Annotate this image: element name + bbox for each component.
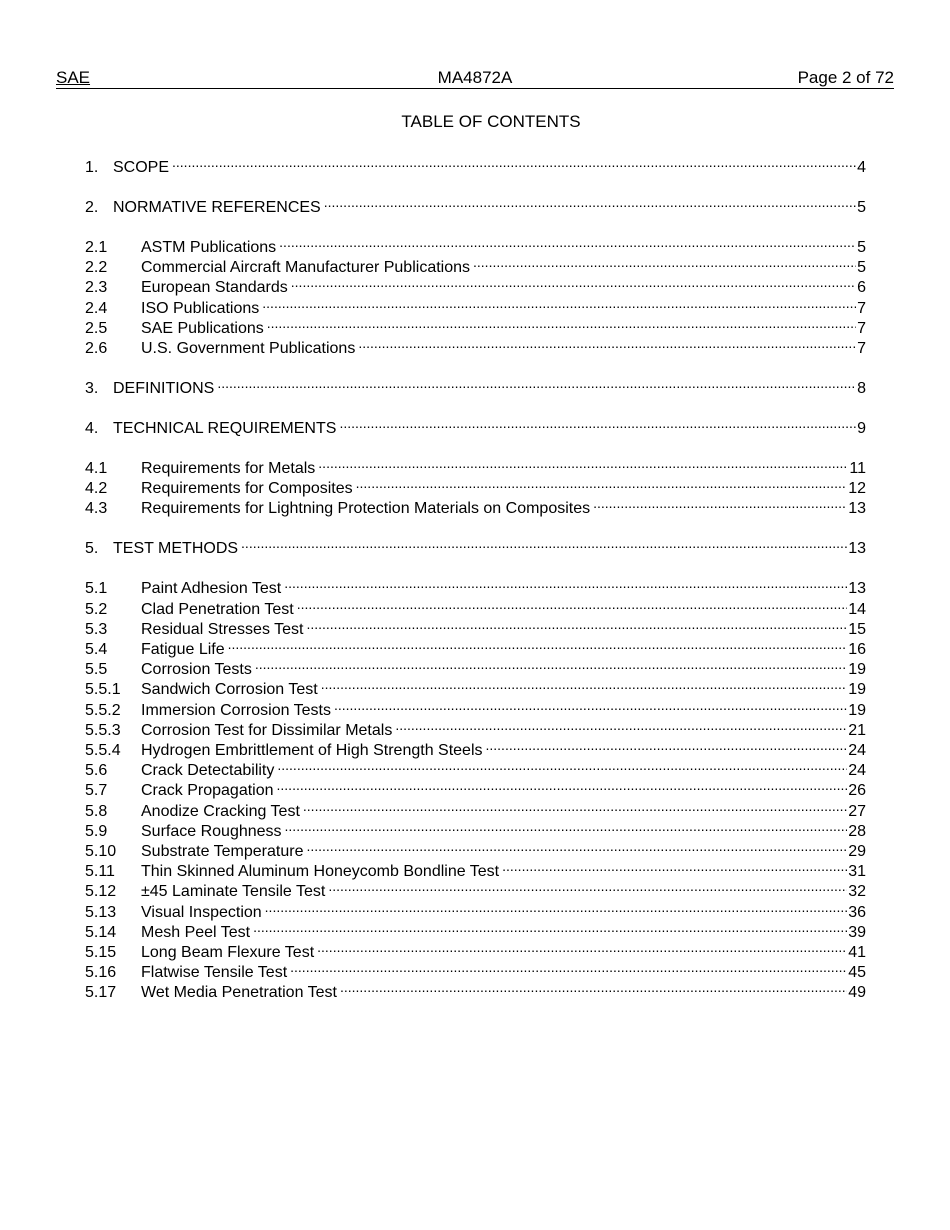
toc-entry-title: Corrosion Test for Dissimilar Metals	[141, 721, 393, 739]
toc-entry-title: SAE Publications	[141, 319, 264, 337]
toc-entry-page: 9	[857, 420, 866, 437]
toc-entry-number: 5.14	[85, 923, 117, 941]
toc-entry[interactable]	[85, 937, 866, 961]
dot-leader	[306, 836, 847, 856]
toc-entry-number: 1.	[85, 159, 99, 176]
dot-leader	[277, 755, 847, 775]
dot-leader	[290, 957, 847, 977]
dot-leader	[297, 594, 848, 614]
toc-entry-page: 7	[857, 340, 866, 357]
dot-leader	[279, 232, 856, 252]
toc-entry-page: 19	[848, 661, 866, 679]
toc-entry[interactable]	[85, 232, 866, 256]
toc-entry-title: Thin Skinned Aluminum Honeycomb Bondline Test	[141, 863, 500, 881]
toc-entry-number: 5.1	[85, 580, 108, 598]
header-doc-id: MA4872A	[437, 68, 513, 87]
toc-entry-page: 24	[848, 742, 866, 759]
toc-entry-page: 6	[857, 279, 866, 297]
toc-entry-title: European Standards	[141, 279, 288, 297]
toc-entry-page: 5	[857, 259, 866, 277]
toc-entry-title: Corrosion Tests	[141, 661, 252, 679]
toc-entry-number: 5.11	[85, 863, 115, 881]
page-header	[56, 68, 894, 89]
toc-entry-number: 5.16	[85, 964, 117, 982]
toc-entry[interactable]	[85, 755, 866, 780]
dot-leader	[241, 533, 847, 553]
toc-entry-number: 5.	[85, 540, 99, 558]
toc-entry-title: ASTM Publications	[141, 239, 277, 256]
toc-entry-title: Requirements for Composites	[141, 480, 353, 498]
toc-entry-page: 7	[857, 319, 866, 337]
dot-leader	[285, 816, 848, 836]
header-org: SAE	[56, 68, 91, 87]
toc-entry-page: 5	[857, 199, 866, 216]
toc-entry-page: 11	[849, 460, 866, 477]
dot-leader	[253, 917, 847, 937]
toc-entry-number: 5.5.3	[85, 721, 121, 739]
toc-entry[interactable]	[85, 473, 866, 498]
dot-leader	[262, 293, 856, 313]
dot-leader	[277, 775, 848, 795]
toc-entry[interactable]	[85, 735, 866, 759]
toc-entry-number: 3.	[85, 380, 99, 397]
toc-title: TABLE OF CONTENTS	[401, 112, 581, 131]
toc-entry-title: Wet Media Penetration Test	[141, 984, 337, 1002]
toc-entry-page: 31	[848, 863, 866, 881]
toc-entry-title: Crack Propagation	[141, 782, 274, 800]
toc-entry[interactable]	[85, 674, 866, 699]
header-page-number: Page 2 of 72	[797, 68, 894, 87]
toc-entry-page: 26	[848, 782, 866, 800]
dot-leader	[267, 313, 856, 333]
toc-entry-page: 24	[848, 762, 866, 780]
toc-entry[interactable]	[85, 957, 866, 982]
toc-entry-title: TECHNICAL REQUIREMENTS	[113, 420, 337, 437]
toc-entry-title: Clad Penetration Test	[141, 600, 294, 618]
toc-entry[interactable]	[85, 373, 866, 397]
toc-entry[interactable]	[85, 917, 866, 941]
dot-leader	[358, 333, 856, 353]
dot-leader	[317, 937, 847, 957]
toc-entry-number: 2.3	[85, 279, 108, 297]
toc-entry-title: Sandwich Corrosion Test	[141, 681, 318, 699]
toc-entry-number: 5.15	[85, 944, 117, 961]
toc-entry[interactable]	[85, 816, 866, 840]
toc-entry-title: TEST METHODS	[113, 540, 239, 558]
toc-entry[interactable]	[85, 856, 866, 881]
dot-leader	[502, 856, 847, 876]
dot-leader	[486, 735, 848, 755]
toc-entry-number: 2.5	[85, 319, 108, 337]
toc-entry-number: 4.3	[85, 500, 108, 518]
toc-entry[interactable]	[85, 775, 866, 800]
dot-leader	[356, 473, 848, 493]
toc-entry[interactable]	[85, 192, 866, 216]
toc-entry-page: 39	[848, 923, 866, 941]
dot-leader	[303, 796, 847, 816]
toc-entry-page: 29	[848, 843, 866, 860]
dot-leader	[334, 695, 847, 715]
toc-entry-page: 8	[857, 380, 866, 397]
dot-leader	[339, 413, 856, 433]
toc-entry-number: 5.13	[85, 903, 117, 921]
dot-leader	[593, 493, 847, 513]
dot-leader	[217, 373, 856, 393]
toc-entry-title: Surface Roughness	[141, 822, 282, 840]
toc-entry[interactable]	[85, 453, 866, 477]
toc-entry-title: Paint Adhesion Test	[141, 580, 282, 598]
toc-entry-number: 4.1	[85, 460, 108, 477]
toc-entry[interactable]	[85, 634, 866, 658]
dot-leader	[265, 897, 848, 917]
toc-entry-number: 5.17	[85, 984, 117, 1002]
toc-entry-title: Substrate Temperature	[141, 843, 304, 860]
toc-entry-page: 45	[848, 964, 866, 982]
toc-entry[interactable]	[85, 272, 866, 297]
toc-entry[interactable]	[85, 876, 866, 901]
toc-entry-number: 5.5.1	[85, 681, 121, 699]
toc-entry-page: 36	[848, 903, 866, 921]
dot-leader	[395, 715, 847, 735]
toc-entry-number: 5.2	[85, 600, 108, 618]
toc-entry-number: 2.2	[85, 259, 108, 277]
dot-leader	[306, 614, 847, 634]
dot-leader	[324, 192, 856, 212]
toc-entry-number: 5.10	[85, 843, 117, 860]
toc-entry-page: 13	[848, 580, 866, 598]
toc-entry-page: 4	[857, 159, 866, 176]
toc-entry[interactable]	[85, 293, 866, 317]
toc-entry-title: Requirements for Metals	[141, 460, 316, 477]
toc-entry[interactable]	[85, 654, 866, 679]
toc-entry-page: 5	[857, 239, 866, 256]
dot-leader	[172, 152, 856, 172]
toc-entry-page: 27	[848, 802, 866, 820]
toc-entry-number: 2.1	[85, 239, 108, 256]
dot-leader	[328, 876, 847, 896]
toc-entry[interactable]	[85, 313, 866, 337]
toc-entry-page: 13	[848, 540, 866, 558]
toc-entry-page: 21	[848, 721, 866, 739]
toc-entry-number: 5.5	[85, 661, 108, 679]
toc-entry-number: 2.4	[85, 299, 108, 317]
toc-entry[interactable]	[85, 333, 866, 357]
dot-leader	[291, 272, 856, 292]
toc-entry-number: 5.6	[85, 762, 108, 780]
toc-entry-page: 16	[848, 641, 866, 658]
toc-entry-title: Crack Detectability	[141, 762, 275, 780]
toc-entry-page: 19	[848, 681, 866, 699]
toc-entry-title: Visual Inspection	[141, 903, 262, 921]
toc-entry-page: 32	[848, 883, 866, 901]
dot-leader	[228, 634, 848, 654]
toc-entry-number: 2.6	[85, 340, 108, 357]
toc-entry-title: ±45 Laminate Tensile Test	[141, 883, 326, 901]
toc-entry-title: SCOPE	[113, 159, 170, 176]
toc-entry-page: 13	[848, 500, 866, 518]
dot-leader	[255, 654, 847, 674]
toc-entry-number: 5.8	[85, 802, 108, 820]
toc-entry-page: 19	[848, 701, 866, 719]
toc-entry-title: Residual Stresses Test	[141, 620, 304, 638]
toc-entry[interactable]	[85, 533, 866, 558]
toc-entry[interactable]	[85, 715, 866, 739]
toc-entry-page: 41	[848, 944, 866, 961]
toc-entry[interactable]	[85, 695, 866, 719]
toc-entry[interactable]	[85, 897, 866, 921]
toc-entry[interactable]	[85, 977, 866, 1002]
toc-entry[interactable]	[85, 413, 866, 437]
toc-entry-title: Fatigue Life	[141, 641, 225, 658]
dot-leader	[321, 674, 848, 694]
toc-entry-title: Requirements for Lightning Protection Materials on Composites	[141, 500, 591, 518]
toc-entry-title: NORMATIVE REFERENCES	[113, 199, 321, 216]
toc-entry-title: Flatwise Tensile Test	[141, 964, 288, 982]
toc-entry[interactable]	[85, 796, 866, 820]
toc-entry-title: Immersion Corrosion Tests	[141, 701, 331, 719]
toc-entry-number: 5.3	[85, 620, 108, 638]
dot-leader	[473, 252, 856, 272]
toc-entry[interactable]	[85, 493, 866, 518]
toc-entry[interactable]	[85, 614, 866, 638]
toc-entry-number: 5.9	[85, 822, 108, 840]
toc-entry-page: 14	[848, 600, 866, 618]
toc-entry-page: 49	[848, 984, 866, 1002]
dot-leader	[284, 573, 847, 593]
toc-entry-number: 5.12	[85, 883, 117, 901]
toc-entry-number: 5.5.4	[85, 742, 121, 759]
dot-leader	[318, 453, 848, 473]
toc-entry[interactable]	[85, 152, 866, 176]
toc-entry-number: 4.2	[85, 480, 108, 498]
toc-entry-title: ISO Publications	[141, 299, 260, 317]
toc-entry-number: 2.	[85, 199, 99, 216]
toc-entry-page: 12	[848, 480, 866, 498]
toc-entry-number: 5.7	[85, 782, 108, 800]
toc-entry-title: DEFINITIONS	[113, 380, 215, 397]
toc-entry[interactable]	[85, 594, 866, 618]
toc-entry-page: 15	[848, 620, 866, 638]
toc-entry-title: U.S. Government Publications	[141, 340, 356, 357]
toc-entry-page: 28	[848, 822, 866, 840]
toc-entry[interactable]	[85, 836, 866, 860]
dot-leader	[340, 977, 847, 997]
toc-entry-title: Anodize Cracking Test	[141, 802, 300, 820]
toc-entry-title: Commercial Aircraft Manufacturer Publications	[141, 259, 471, 277]
toc-entry-title: Hydrogen Embrittlement of High Strength Steels	[141, 742, 483, 759]
toc-entry-number: 5.4	[85, 641, 108, 658]
toc-entry-number: 4.	[85, 420, 99, 437]
toc-entry[interactable]	[85, 573, 866, 598]
toc-entry-title: Mesh Peel Test	[141, 923, 251, 941]
toc-entry-page: 7	[857, 299, 866, 317]
toc-entry-title: Long Beam Flexure Test	[141, 944, 315, 961]
toc-entry-number: 5.5.2	[85, 701, 121, 719]
toc-entry[interactable]	[85, 252, 866, 277]
